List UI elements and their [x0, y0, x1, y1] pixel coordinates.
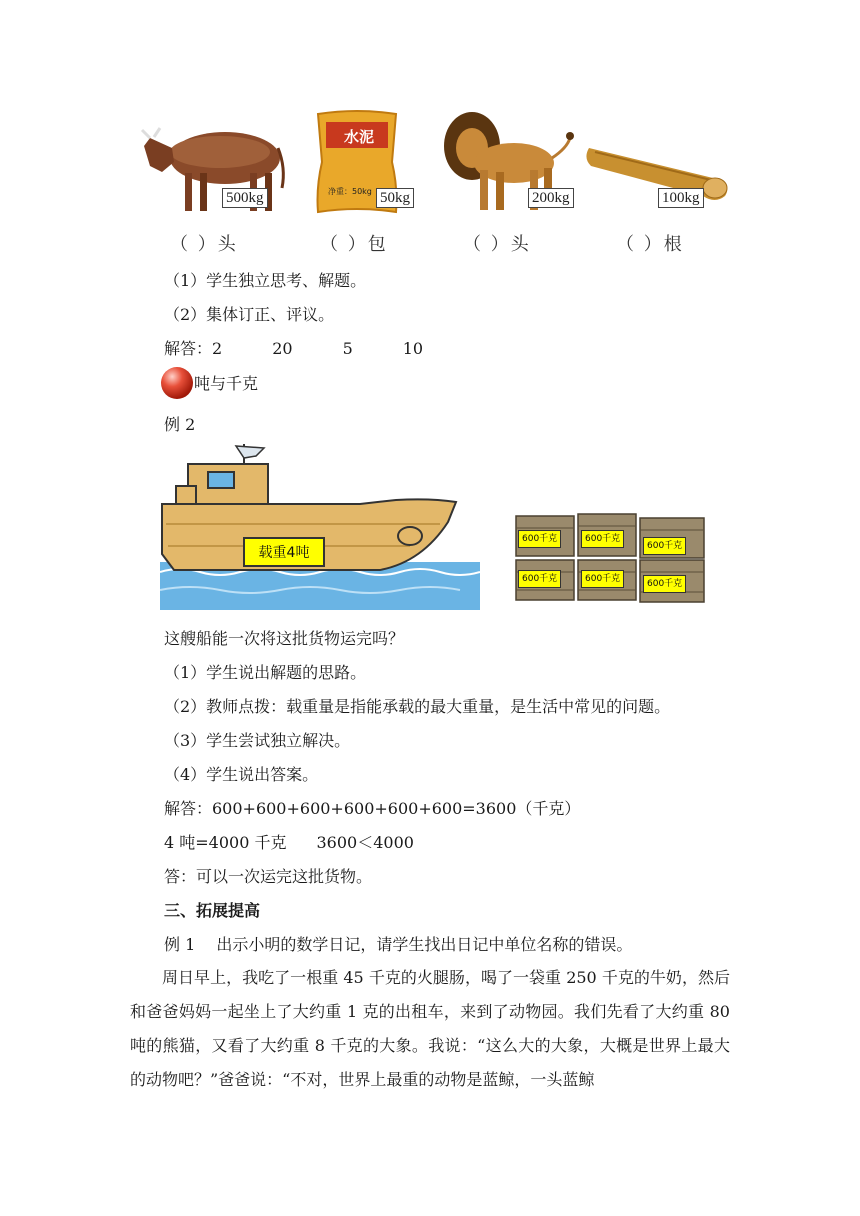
- example1-intro: 例 1 出示小明的数学日记，请学生找出日记中单位名称的错误。: [164, 935, 633, 954]
- crate-label: 600千克: [518, 570, 561, 588]
- unit-blank-log: （ ）根: [616, 234, 684, 255]
- step-line: （1）学生独立思考、解题。: [164, 271, 367, 290]
- answer-label: 解答：: [164, 339, 213, 358]
- weight-tag-cow: 500kg: [222, 188, 268, 208]
- section3-title: 三、拓展提高: [164, 901, 261, 920]
- weight-tag-lion: 200kg: [528, 188, 574, 208]
- example-label: 例 2: [164, 415, 196, 434]
- answer-value: 10: [402, 339, 424, 358]
- illustration-row: [140, 100, 740, 220]
- answer-value: 2: [212, 339, 223, 358]
- ship-image: [160, 442, 480, 610]
- answer-value: 5: [342, 339, 353, 358]
- bullet-ball-icon: [160, 366, 194, 400]
- section-heading: 吨与千克: [194, 374, 259, 393]
- diary-paragraph: 周日早上，我吃了一根重 45 千克的火腿肠，喝了一袋重 250 千克的牛奶，然后和爸爸妈妈一起坐上了大约重 1 克的出租车，来到了动物园。我们先看了大约重 80 吨的熊猫，又看了大约重 8 千克的大象。我说：“这么大的大象，大概是世界上最大的动物吧？”爸爸说：“不对，世界上最重的动物是蓝鲸，一头蓝鲸: [130, 968, 730, 1089]
- step-line: （4）学生说出答案。: [164, 765, 319, 784]
- cement-bag-net: 净重：50kg: [328, 187, 372, 196]
- answer-line: [164, 832, 414, 854]
- unit-blank-lion: （ ）头: [463, 234, 531, 255]
- unit-blank-cement: （ ）包: [320, 234, 388, 255]
- crate-label: 600千克: [643, 537, 686, 555]
- cow-image: [140, 118, 290, 218]
- step-line: （1）学生说出解题的思路。: [164, 663, 367, 682]
- final-answer: 答：可以一次运完这批货物。: [164, 867, 373, 886]
- step-line: （3）学生尝试独立解决。: [164, 731, 351, 750]
- unit-blank-cow: （ ）头: [170, 234, 238, 255]
- conversion-text: 4 吨=4000 千克: [164, 833, 287, 852]
- weight-tag-log: 100kg: [658, 188, 704, 208]
- crate-label: 600千克: [518, 530, 561, 548]
- step-line: （2）教师点拨：载重量是指能承载的最大重量，是生活中常见的问题。: [164, 697, 671, 716]
- ship-load-label: 载重4吨: [258, 545, 310, 561]
- cement-bag-title: 水泥: [343, 128, 374, 146]
- crate-label: 600千克: [581, 570, 624, 588]
- step-line: （2）集体订正、评议。: [164, 305, 335, 324]
- answer-line: [164, 338, 423, 360]
- answer-value: 20: [272, 339, 293, 358]
- weight-tag-cement: 50kg: [376, 188, 414, 208]
- question-text: 这艘船能一次将这批货物运完吗？: [164, 629, 405, 648]
- crate-label: 600千克: [643, 575, 686, 593]
- comparison-text: 3600＜4000: [316, 833, 414, 852]
- crate-label: 600千克: [581, 530, 624, 548]
- answer-line: 解答：600+600+600+600+600+600=3600（千克）: [164, 799, 581, 818]
